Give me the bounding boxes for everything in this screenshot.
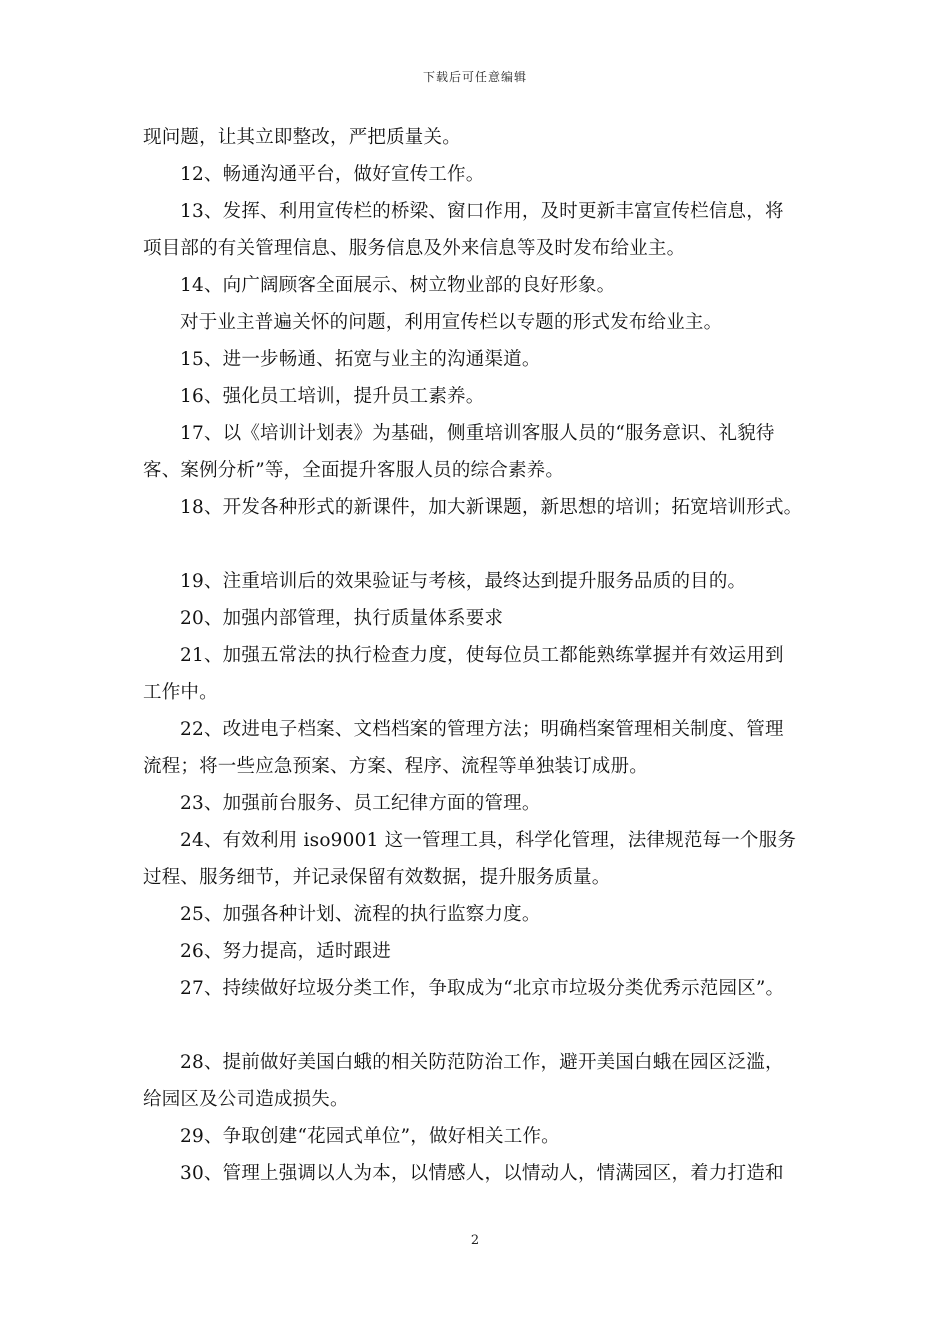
paragraph-line: 现问题，让其立即整改，严把质量关。 xyxy=(143,127,461,148)
paragraph-line: 流程；将一些应急预案、方案、程序、流程等单独装订成册。 xyxy=(143,756,648,777)
paragraph-line: 13、发挥、利用宣传栏的桥梁、窗口作用，及时更新丰富宣传栏信息，将 xyxy=(180,201,784,222)
paragraph-line: 工作中。 xyxy=(143,682,218,703)
paragraph-line: 26、努力提高，适时跟进 xyxy=(180,941,391,962)
paragraph-line: 过程、服务细节，并记录保留有效数据，提升服务质量。 xyxy=(143,867,611,888)
paragraph-line: 22、改进电子档案、文档档案的管理方法；明确档案管理相关制度、管理 xyxy=(180,719,784,740)
paragraph-line: 19、注重培训后的效果验证与考核，最终达到提升服务品质的目的。 xyxy=(180,571,747,592)
paragraph-line: 给园区及公司造成损失。 xyxy=(143,1089,349,1110)
paragraph-line: 14、向广阔顾客全面展示、树立物业部的良好形象。 xyxy=(180,275,616,296)
paragraph-line: 12、畅通沟通平台，做好宣传工作。 xyxy=(180,164,485,185)
page-header: 下载后可任意编辑 xyxy=(422,70,527,84)
paragraph-line: 对于业主普遍关怀的问题，利用宣传栏以专题的形式发布给业主。 xyxy=(180,312,723,333)
paragraph-line: 27、持续做好垃圾分类工作，争取成为“北京市垃圾分类优秀示范园区”。 xyxy=(180,978,785,999)
page-number: 2 xyxy=(470,1233,480,1248)
paragraph-line: 17、以《培训计划表》为基础，侧重培训客服人员的“服务意识、礼貌待 xyxy=(180,423,775,444)
blank-line xyxy=(143,526,823,563)
paragraph-line: 20、加强内部管理，执行质量体系要求 xyxy=(180,608,504,629)
paragraph-line: 28、提前做好美国白蛾的相关防范防治工作，避开美国白蛾在园区泛滥， xyxy=(180,1052,784,1073)
paragraph-line: 25、加强各种计划、流程的执行监察力度。 xyxy=(180,904,541,925)
paragraph-line: 24、有效利用 iso9001 这一管理工具，科学化管理，法律规范每一个服务 xyxy=(180,830,797,851)
paragraph-line: 21、加强五常法的执行检查力度，使每位员工都能熟练掌握并有效运用到 xyxy=(180,645,784,666)
blank-line xyxy=(143,1007,823,1044)
paragraph-line: 16、强化员工培训，提升员工素养。 xyxy=(180,386,485,407)
document-body xyxy=(143,119,823,1192)
paragraph-line: 30、管理上强调以人为本，以情感人，以情动人，情满园区，着力打造和 xyxy=(180,1163,784,1184)
paragraph-line: 15、进一步畅通、拓宽与业主的沟通渠道。 xyxy=(180,349,541,370)
paragraph-line: 18、开发各种形式的新课件，加大新课题，新思想的培训；拓宽培训形式。 xyxy=(180,497,803,518)
paragraph-line: 23、加强前台服务、员工纪律方面的管理。 xyxy=(180,793,541,814)
paragraph-line: 项目部的有关管理信息、服务信息及外来信息等及时发布给业主。 xyxy=(143,238,686,259)
paragraph-line: 29、争取创建“花园式单位”，做好相关工作。 xyxy=(180,1126,560,1147)
paragraph-line: 客、案例分析”等，全面提升客服人员的综合素养。 xyxy=(143,460,565,481)
